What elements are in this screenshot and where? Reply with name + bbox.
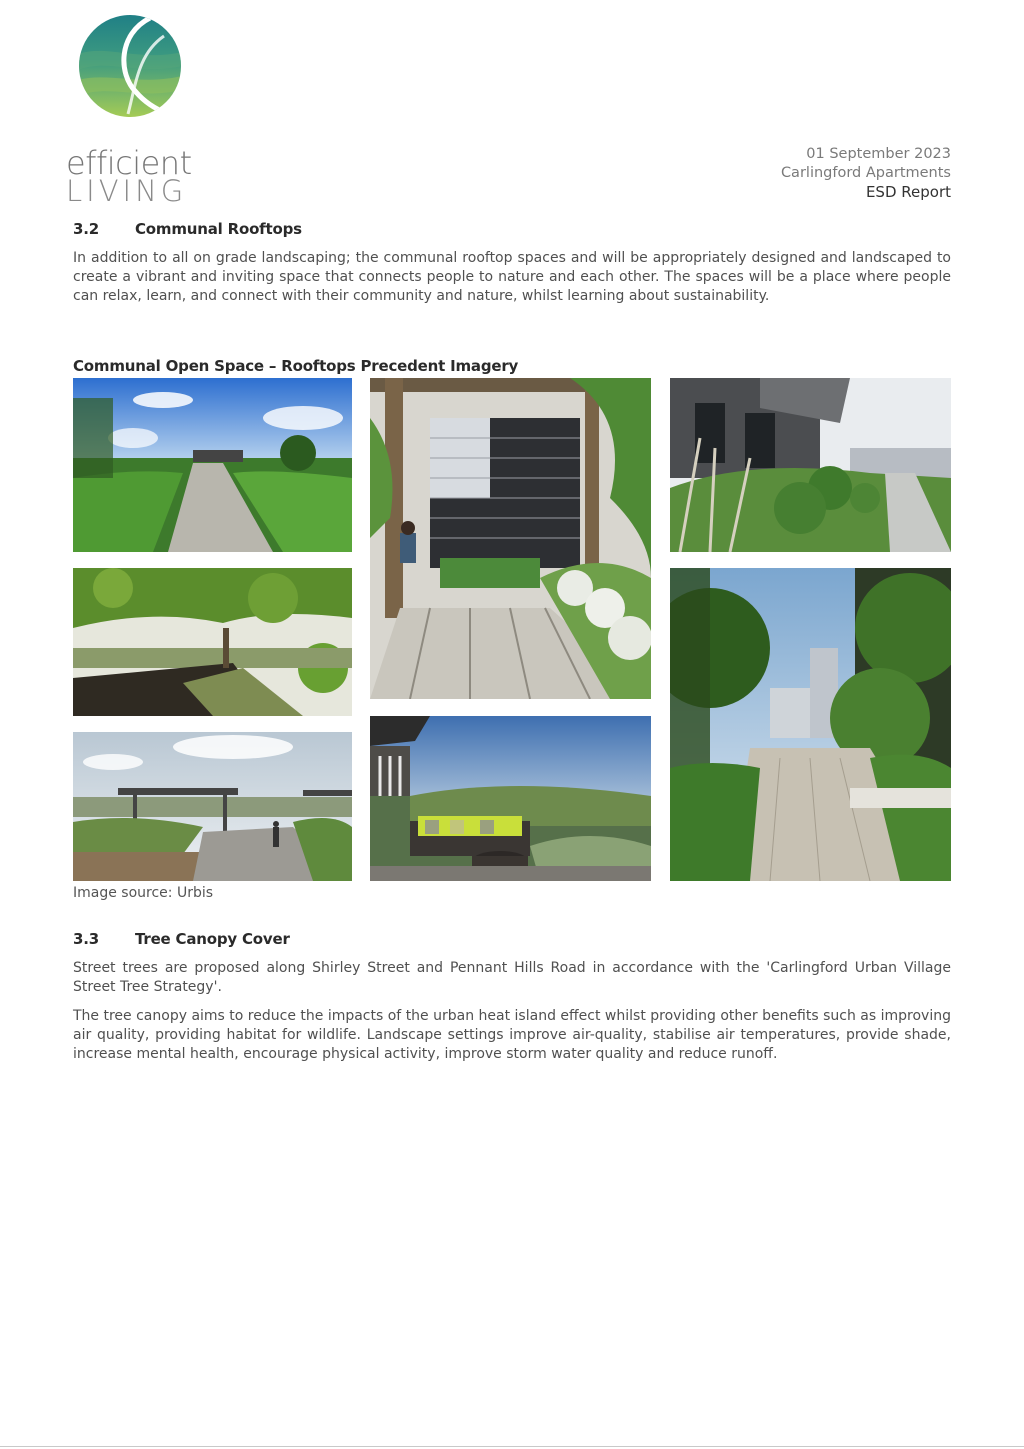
header-meta bbox=[781, 145, 951, 202]
section-title: Communal Rooftops bbox=[135, 220, 302, 238]
section-title: Tree Canopy Cover bbox=[135, 930, 290, 948]
section-number: 3.2 bbox=[73, 220, 99, 238]
gallery-caption: Image source: Urbis bbox=[73, 885, 214, 901]
pergola-seating-photo bbox=[370, 378, 651, 699]
shade-structure-photo bbox=[73, 732, 352, 881]
vine-canopy-photo bbox=[73, 568, 352, 716]
project-name: Carlingford Apartments bbox=[780, 165, 951, 181]
efficient-living-logo bbox=[62, 14, 202, 208]
city-view-garden-photo bbox=[670, 568, 951, 881]
report-title: ESD Report bbox=[865, 183, 951, 201]
section-3-3-heading bbox=[73, 930, 290, 948]
rooftop-garden-path-photo bbox=[73, 378, 352, 552]
section-3-3-paragraph-1: Street trees are proposed along Shirley Street and Pennant Hills Road in accordance with the 'Carlingford Urban Village Street Tree Strategy'. bbox=[73, 960, 951, 995]
leaf-emblem-icon bbox=[78, 14, 182, 118]
building-edge-planting-photo bbox=[670, 378, 951, 552]
section-3-2-paragraph: In addition to all on grade landscaping; the communal rooftop spaces and will be appropriately designed and landscaped to create a vibrant and inviting space that connects people to nature and each other. The spaces will be a place where people can relax, learn, and connect with their community and nature, whilst learning about sustainability. bbox=[73, 250, 951, 304]
section-3-2-heading bbox=[73, 220, 302, 238]
gallery-title: Communal Open Space – Rooftops Precedent Imagery bbox=[73, 357, 519, 375]
section-number: 3.3 bbox=[73, 930, 99, 948]
lounge-sofa-photo bbox=[370, 716, 651, 881]
page-bottom-divider bbox=[0, 1446, 1024, 1447]
logo-text-efficient: efficient bbox=[66, 144, 192, 182]
section-3-3-paragraph-2: The tree canopy aims to reduce the impacts of the urban heat island effect whilst providing other benefits such as improving air quality, providing habitat for wildlife. Landscape settings improve air-quality, stabilise air temperatures, provide shade, increase mental health, encourage physical activity, improve storm water quality and reduce runoff. bbox=[73, 1008, 951, 1062]
logo-text-living: LIVING bbox=[66, 174, 188, 208]
report-date: 01 September 2023 bbox=[806, 146, 951, 162]
